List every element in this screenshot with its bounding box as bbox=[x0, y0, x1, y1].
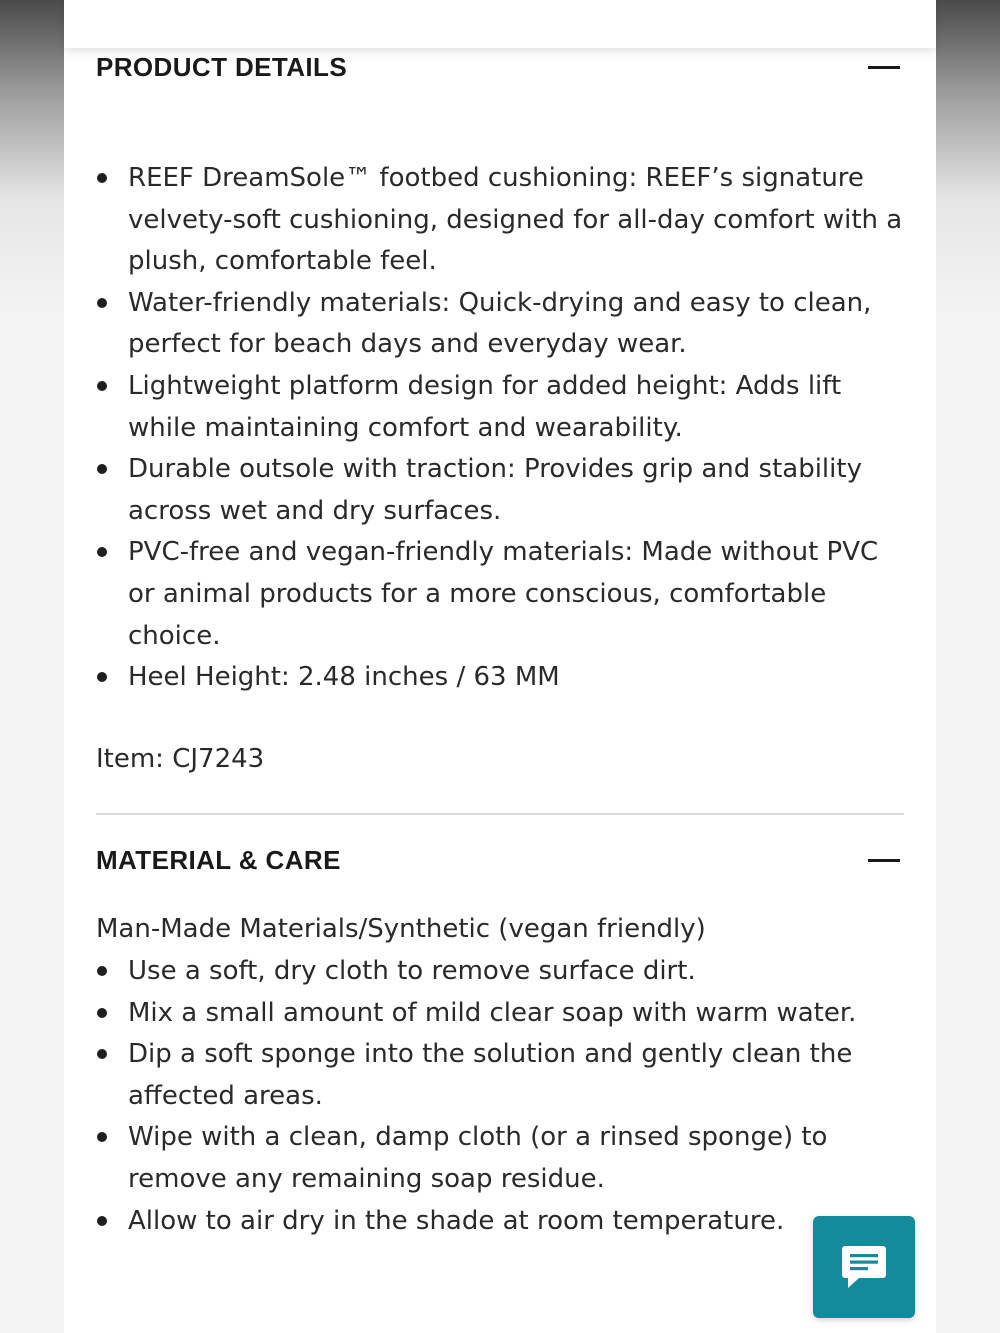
list-item: PVC-free and vegan-friendly materials: Made without PVC or animal products for a more conscious, comfortable choice. bbox=[96, 532, 904, 657]
material-care-list bbox=[96, 951, 904, 1242]
collapse-minus-icon[interactable] bbox=[868, 66, 900, 69]
list-item: Water-friendly materials: Quick-drying and easy to clean, perfect for beach days and everyday wear. bbox=[96, 283, 904, 366]
list-item: Use a soft, dry cloth to remove surface dirt. bbox=[96, 951, 904, 993]
material-care-header[interactable] bbox=[96, 845, 904, 876]
list-item: Heel Height: 2.48 inches / 63 MM bbox=[96, 657, 904, 699]
chat-button[interactable] bbox=[813, 1216, 915, 1318]
material-care-title: MATERIAL & CARE bbox=[96, 845, 341, 875]
list-item: Dip a soft sponge into the solution and gently clean the affected areas. bbox=[96, 1034, 904, 1117]
product-details-list bbox=[96, 158, 904, 699]
chat-bubble-icon bbox=[839, 1242, 889, 1292]
top-bar bbox=[64, 0, 936, 48]
product-info-panel bbox=[64, 0, 936, 1333]
item-number: Item: CJ7243 bbox=[96, 744, 265, 774]
list-item: Allow to air dry in the shade at room temperature. bbox=[96, 1201, 904, 1243]
collapse-minus-icon[interactable] bbox=[868, 859, 900, 862]
list-item: Durable outsole with traction: Provides grip and stability across wet and dry surfaces. bbox=[96, 449, 904, 532]
list-item: REEF DreamSole™ footbed cushioning: REEF’s signature velvety-soft cushioning, designed for all-day comfort with a plush, comfortable feel. bbox=[96, 158, 904, 283]
product-details-header[interactable] bbox=[96, 52, 904, 83]
list-item: Mix a small amount of mild clear soap with warm water. bbox=[96, 993, 904, 1035]
list-item: Wipe with a clean, damp cloth (or a rinsed sponge) to remove any remaining soap residue. bbox=[96, 1117, 904, 1200]
list-item: Lightweight platform design for added height: Adds lift while maintaining comfort and wearability. bbox=[96, 366, 904, 449]
section-divider bbox=[96, 813, 904, 815]
product-details-title: PRODUCT DETAILS bbox=[96, 52, 348, 82]
material-intro: Man-Made Materials/Synthetic (vegan friendly) bbox=[96, 914, 706, 944]
